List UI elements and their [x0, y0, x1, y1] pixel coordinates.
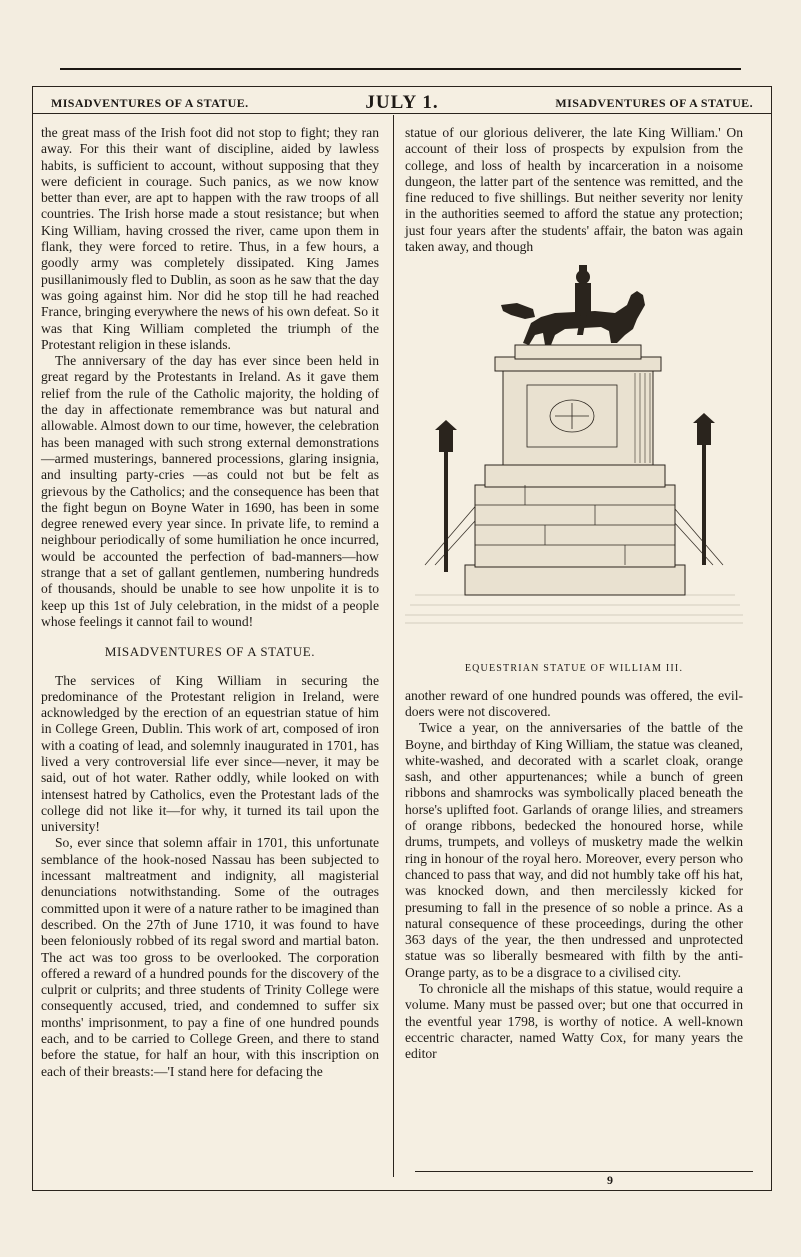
figure-caption: EQUESTRIAN STATUE OF WILLIAM III.	[464, 663, 684, 675]
paragraph: another reward of one hundred pounds was offered, the evil-doers were not discovered.	[405, 687, 743, 719]
page	[32, 86, 772, 1191]
paragraph: To chronicle all the mishaps of this statue, would require a volume. Many must be passed over; but one that occurred in the eventful year 1798, is worthy of notice. A well-known eccentric character, named Watty Cox, for many years the editor	[405, 981, 743, 1062]
left-column	[41, 125, 379, 1080]
paragraph: So, ever since that solemn affair in 1701, this unfortunate semblance of the hook-nosed Nassau has been subjected to incessant maltreatment and indignity, all magisterial denunciations notwithstanding. Some of the outrages committed upon it were of a nature rather to be imagined than described. On the 27th of June 1710, it was found to have been feloniously robbed of its regal sword and martial baton. The act was too gross to be overlooked. The corporation offered a reward of a hundred pounds for the discovery of the culprit or culprits; and three students of Trinity College were consequently accused, tried, and condemned to suffer six months' imprisonment, to pay a fine of one hundred pounds each, and to be carried to College Green, and there to stand before the statue, for half an hour, with this inscription on each of their breasts:—'I stand here for defacing the	[41, 835, 379, 1079]
paragraph: The anniversary of the day has ever since been held in great regard by the Protestants in Ireland. As it gave them relief from the rule of the Catholic majority, the holding of the day in affectionate remembrance was but natural and allowable. Almost down to our time, however, the celebration has been managed with such strong external demonstrations—armed musterings, bannered processions, glaring insignia, and insulting party-cries —as could not but be felt as grievous by the Catholics; and the consequence has been that the fight begun on Boyne Water in 1690, has been in some degree renewed every year since. In private life, to remind a neighbour periodically of some humiliation he once incurred, would be accounted the perfection of bad-manners—how strange that a set of gallant gentlemen, numbering hundreds of thousands, should be unable to see how unpolite it is to keep up this 1st of July celebration, in the midst of a people whose feelings it cannot fail to wound!	[41, 353, 379, 629]
header-left: MISADVENTURES OF A STATUE.	[51, 95, 249, 110]
top-rule	[60, 68, 741, 70]
paragraph: the great mass of the Irish foot did not stop to fight; they ran away. For this their want of discipline, aided by lawless habits, is sufficient to account, without supposing that they were deficient in courage. Such panics, as we now know better than ever, are apt to happen with the raw troops of all countries. The Irish horse made a stout resistance; but when King William, having crossed the river, came upon them in flank, they were forced to retire. Thus, in a few hours, a goodly army was completely dissipated. King James pusillanimously fled to Dublin, as soon as he saw that the day was going against him. Nor did he stop till he had reached France, bringing everywhere the news of his own defeat. So it was that King William completed the triumph of the Protestant religion in these islands.	[41, 125, 379, 352]
running-header	[33, 93, 771, 114]
header-date: JULY 1.	[365, 92, 439, 113]
page-number	[415, 1171, 753, 1188]
equestrian-statue-engraving	[405, 265, 743, 655]
page-number-value: 9	[607, 1173, 613, 1187]
column-divider	[393, 115, 394, 1177]
paragraph: statue of our glorious deliverer, the late King William.' On account of their loss of prospects by expulsion from the college, and loss of health by incarceration in a noisome dungeon, the latter part of the sentence was remitted, and the fine reduced to five shillings. But neither severity nor lenity in the authorities seemed to afford the statue any protection; just four years after the students' affair, the baton was again taken away, and though	[405, 125, 743, 255]
header-right: MISADVENTURES OF A STATUE.	[555, 95, 753, 110]
section-title: MISADVENTURES OF A STATUE.	[104, 644, 316, 660]
statue-illustration	[405, 265, 743, 655]
paragraph: Twice a year, on the anniversaries of the battle of the Boyne, and birthday of King William, the statue was cleaned, white-washed, and decorated with a scarlet cloak, orange sash, and other appurtenances; while a bunch of green ribbons and shamrocks was symbolically placed beneath the horse's uplifted foot. Garlands of orange lilies, and streamers of orange ribbons, bedecked the honoured horse, while drums, trumpets, and volleys of musketry made the welkin ring in honour of the royal hero. Moreover, every person who chanced to pass that way, and did not humbly take off his hat, was knocked down, and then mercilessly kicked for presuming to fall in the presence of so noble a prince. As a natural consequence of these proceedings, during the other 363 days of the year, the then undressed and unprotected statue was so liberally besmeared with filth by the anti-Orange party, as to be a disgrace to a civilised city.	[405, 720, 743, 980]
right-column	[405, 125, 743, 1063]
paragraph: The services of King William in securing the predominance of the Protestant religion in Ireland, were acknowledged by the erection of an equestrian statue of him in College Green, Dublin. This work of art, composed of iron with a coating of lead, and solemnly inaugurated in 1701, has lived a very controversial life ever since—never, it may be said, out of hot water. Rather oddly, while looked on with intensest hatred by Catholics, even the Protestant lads of the college did not like it—for why, it turned its tail upon the university!	[41, 672, 379, 835]
